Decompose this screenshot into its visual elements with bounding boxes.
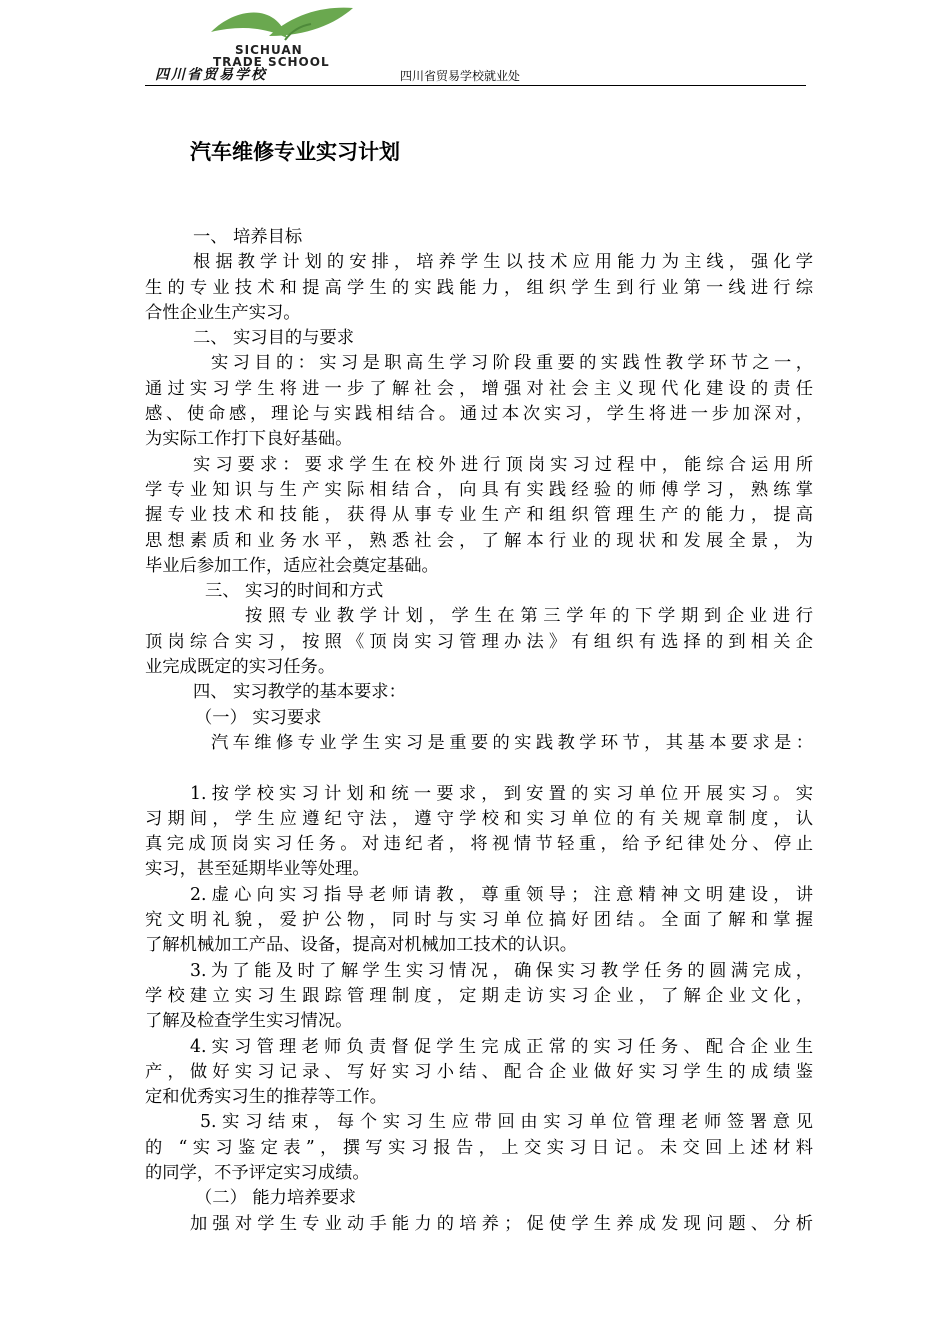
text-line: 实习，甚至延期毕业等处理。 <box>145 859 370 880</box>
text-line: 根据教学计划的安排，培养学生以技术应用能力为主线，强化学 <box>193 252 813 273</box>
document-title: 汽车维修专业实习计划 <box>190 140 400 164</box>
text-line: 5.实习结束，每个实习生应带回由实习单位管理老师签署意见 <box>200 1112 813 1133</box>
text-line: 4.实习管理老师负责督促学生完成正常的实习任务、配合企业生 <box>190 1036 813 1057</box>
text-line: 了解及检查学生实习情况。 <box>145 1011 353 1032</box>
text-line: 学校建立实习生跟踪管理制度，定期走访实习企业，了解企业文化， <box>145 985 813 1006</box>
text-line: 感、使命感，理论与实践相结合。通过本次实习，学生将进一步加深对， <box>145 404 813 425</box>
page-header <box>145 0 806 86</box>
leaf-logo-icon <box>207 2 357 44</box>
text-line: 为实际工作打下良好基础。 <box>145 429 353 450</box>
text-line: 真完成顶岗实习任务。对违纪者，将视情节轻重，给予纪律处分、停止 <box>145 834 813 855</box>
text-line: 了解机械加工产品、设备，提高对机械加工技术的认识。 <box>145 935 578 956</box>
text-line: 的 “实习鉴定表”，撰写实习报告，上交实习日记。未交回上述材料 <box>145 1137 813 1158</box>
logo-text-chinese: 四川省贸易学校 <box>155 67 267 83</box>
logo-text-sichuan: SICHUAN <box>235 43 303 57</box>
text-line: 顶岗综合实习，按照《顶岗实习管理办法》有组织有选择的到相关企 <box>145 631 813 652</box>
text-line: 产，做好实习记录、写好实习小结、配合企业做好实习学生的成绩鉴 <box>145 1061 813 1082</box>
text-line: 实习目的：实习是职高生学习阶段重要的实践性教学环节之一， <box>211 353 813 374</box>
text-line: 的同学，不予评定实习成绩。 <box>145 1162 370 1183</box>
text-line: 握专业技术和技能，获得从事专业生产和组织管理生产的能力，提高 <box>145 505 813 526</box>
text-line: 毕业后参加工作，适应社会奠定基础。 <box>145 555 439 576</box>
text-line: 究文明礼貌，爱护公物，同时与实习单位搞好团结。全面了解和掌握 <box>145 910 813 931</box>
text-line: 按照专业教学计划，学生在第三学年的下学期到企业进行 <box>245 606 813 627</box>
text-line: 学专业知识与生产实际相结合，向具有实践经验的师傅学习，熟练掌 <box>145 479 813 500</box>
text-line: 加强对学生专业动手能力的培养；促使学生养成发现问题、分析 <box>190 1213 813 1234</box>
text-line: 习期间，学生应遵纪守法，遵守学校和实习单位的有关规章制度，认 <box>145 808 813 829</box>
text-line: 实习要求：要求学生在校外进行顶岗实习过程中，能综合运用所 <box>193 454 813 475</box>
text-line: 合性企业生产实习。 <box>145 302 301 323</box>
document-body <box>145 225 813 1237</box>
text-line: 1.按学校实习计划和统一要求，到安置的实习单位开展实习。实 <box>190 783 813 804</box>
text-line: 二、 实习目的与要求 <box>193 328 355 349</box>
text-line: 业完成既定的实习任务。 <box>145 657 336 678</box>
text-line: 四、 实习教学的基本要求： <box>193 682 406 703</box>
department-name: 四川省贸易学校就业处 <box>400 69 521 83</box>
school-logo <box>155 2 355 82</box>
text-line: 通过实习学生将进一步了解社会，增强对社会主义现代化建设的责任 <box>145 378 813 399</box>
text-line: （二） 能力培养要求 <box>195 1188 357 1209</box>
blank-line <box>145 756 813 781</box>
text-line: 3.为了能及时了解学生实习情况，确保实习教学任务的圆满完成， <box>190 960 813 981</box>
text-line: 一、 培养目标 <box>193 227 303 247</box>
text-line: 生的专业技术和提高学生的实践能力，组织学生到行业第一线进行综 <box>145 277 813 298</box>
text-line: 2.虚心向实习指导老师请教，尊重领导；注意精神文明建设，讲 <box>190 884 813 905</box>
text-line: 三、 实习的时间和方式 <box>205 581 384 602</box>
text-line: 思想素质和业务水平，熟悉社会，了解本行业的现状和发展全景，为 <box>145 530 813 551</box>
text-line: 汽车维修专业学生实习是重要的实践教学环节，其基本要求是： <box>211 732 813 753</box>
text-line: 定和优秀实习生的推荐等工作。 <box>145 1087 387 1108</box>
logo-text-trade-school: TRADE SCHOOL <box>213 55 330 69</box>
text-line: （一） 实习要求 <box>195 707 322 728</box>
